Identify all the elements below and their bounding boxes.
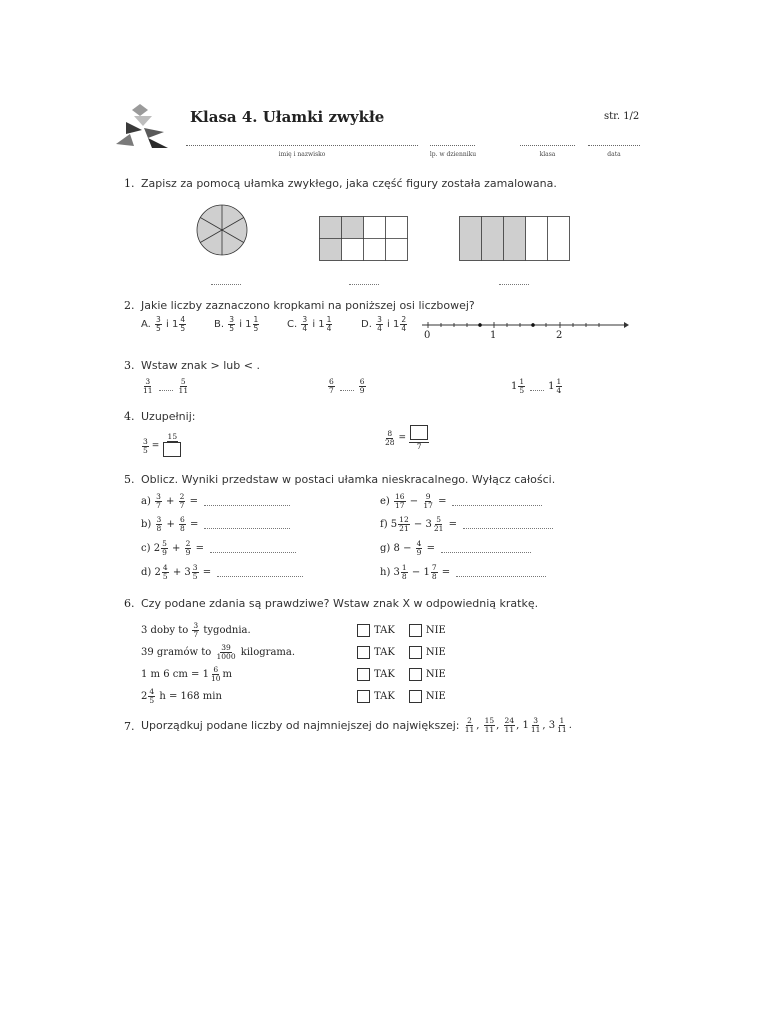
class-field-label: klasa bbox=[539, 151, 556, 158]
q5-item-g: g) 8 − $\frac{4}{9}$ = bbox=[380, 540, 531, 557]
date-field[interactable] bbox=[588, 145, 640, 146]
q3-pair-1-answer[interactable] bbox=[159, 382, 173, 391]
q1-answer-b[interactable] bbox=[349, 276, 379, 285]
q1-text: Zapisz za pomocą ułamka zwykłego, jaka część figury została zamalowana. bbox=[141, 177, 557, 190]
q2-option-b[interactable]: B. $\frac{3}{5}$ i 1 $\frac{1}{5}$ bbox=[214, 315, 259, 333]
q5-item-c: c) 2 $\frac{5}{9}$ + $\frac{2}{9}$ = bbox=[141, 540, 296, 557]
q4-equation-b: $\frac{8}{28}$ = 7 bbox=[383, 425, 430, 451]
name-field[interactable] bbox=[186, 145, 418, 146]
q2-option-c[interactable]: C. $\frac{3}{4}$ i 1 $\frac{1}{4}$ bbox=[287, 315, 332, 333]
q2-number: 2. bbox=[124, 299, 135, 312]
q2-option-d[interactable]: D. $\frac{3}{4}$ i 1 $\frac{2}{4}$ bbox=[361, 315, 407, 333]
axis-label-1: 1 bbox=[490, 330, 497, 341]
q6-row-4-options: TAK NIE bbox=[357, 690, 446, 703]
q6-row-2-yes-checkbox[interactable] bbox=[357, 646, 370, 659]
q3-pair-1: $\frac{3}{11}$ $\frac{5}{11}$ bbox=[143, 377, 189, 395]
date-field-label: data bbox=[607, 151, 621, 158]
q3-number: 3. bbox=[124, 359, 135, 372]
q6-statement-3: 1 m 6 cm = 1 $\frac{6}{10}$ m bbox=[141, 665, 232, 683]
q5-answer-b[interactable] bbox=[204, 520, 290, 529]
q3-pair-3-answer[interactable] bbox=[530, 382, 544, 391]
q6-row-4-yes-checkbox[interactable] bbox=[357, 690, 370, 703]
name-field-label: imię i nazwisko bbox=[278, 151, 326, 158]
q7-text: Uporządkuj podane liczby od najmniejszej do największej: bbox=[141, 719, 460, 732]
logo-icon bbox=[112, 104, 174, 148]
q5-answer-d[interactable] bbox=[217, 568, 303, 577]
q3-pair-2-answer[interactable] bbox=[340, 382, 354, 391]
q5-number: 5. bbox=[124, 473, 135, 486]
q3-pair-2: $\frac{6}{7}$ $\frac{6}{9}$ bbox=[329, 377, 365, 395]
q7-row: Uporządkuj podane liczby od najmniejszej do największej: $\frac{2}{11}$ , $\frac{15}{11}$ , $\frac{24}{11}$ , 1 $\frac{3}{11}$ , 3 $\frac{1}{11}$ . bbox=[141, 716, 572, 734]
q3-pair-3: 1 $\frac{1}{5}$ 1 $\frac{1}{4}$ bbox=[511, 377, 562, 395]
q6-row-3-no-checkbox[interactable] bbox=[409, 668, 422, 681]
bar-figure bbox=[459, 216, 573, 262]
q2-text: Jakie liczby zaznaczono kropkami na poniższej osi liczbowej? bbox=[141, 299, 475, 312]
q4-answer-a[interactable] bbox=[163, 442, 181, 457]
q5-answer-a[interactable] bbox=[204, 497, 290, 506]
q5-answer-e[interactable] bbox=[452, 497, 542, 506]
q5-answer-g[interactable] bbox=[441, 544, 531, 553]
q4-number: 4. bbox=[124, 410, 135, 423]
q5-answer-f[interactable] bbox=[463, 520, 553, 529]
grid-figure bbox=[319, 216, 411, 262]
q6-row-3-options: TAK NIE bbox=[357, 668, 446, 681]
q5-item-b: b) $\frac{3}{8}$ + $\frac{6}{8}$ = bbox=[141, 516, 290, 533]
q4-equation-a: $\frac{3}{5}$ = 15 bbox=[141, 433, 183, 459]
q7-number: 7. bbox=[124, 720, 135, 733]
q6-row-2-no-checkbox[interactable] bbox=[409, 646, 422, 659]
q5-answer-h[interactable] bbox=[456, 568, 546, 577]
q5-item-e: e) $\frac{16}{17}$ − $\frac{9}{17}$ = bbox=[380, 493, 542, 510]
q6-row-1-options: TAK NIE bbox=[357, 624, 446, 637]
page-number: str. 1/2 bbox=[604, 111, 640, 122]
q5-item-a: a) $\frac{3}{7}$ + $\frac{2}{7}$ = bbox=[141, 493, 290, 510]
circle-figure bbox=[196, 199, 248, 261]
axis-label-2: 2 bbox=[556, 330, 563, 341]
q6-row-4-no-checkbox[interactable] bbox=[409, 690, 422, 703]
q5-item-d: d) 2 $\frac{4}{5}$ + 3 $\frac{3}{5}$ = bbox=[141, 564, 303, 581]
q6-row-3-yes-checkbox[interactable] bbox=[357, 668, 370, 681]
q6-statement-1: 3 doby to $\frac{3}{7}$ tygodnia. bbox=[141, 621, 251, 639]
number-field-label: lp. w dzienniku bbox=[429, 151, 477, 158]
q6-statement-2: 39 gramów to $\frac{39}{1000}$ kilograma. bbox=[141, 643, 296, 661]
q5-answer-c[interactable] bbox=[210, 544, 296, 553]
q6-text: Czy podane zdania są prawdziwe? Wstaw znak X w odpowiednią kratkę. bbox=[141, 597, 539, 610]
q2-option-a[interactable]: A. $\frac{3}{5}$ i 1 $\frac{4}{5}$ bbox=[141, 315, 186, 333]
q1-number: 1. bbox=[124, 177, 135, 190]
axis-label-0: 0 bbox=[424, 330, 431, 341]
q1-answer-c[interactable] bbox=[499, 276, 529, 285]
number-line bbox=[420, 318, 630, 332]
q5-item-h: h) 3 $\frac{1}{8}$ − 1 $\frac{7}{8}$ = bbox=[380, 564, 546, 581]
q4-answer-b[interactable] bbox=[410, 425, 428, 440]
q1-answer-a[interactable] bbox=[211, 276, 241, 285]
q6-row-2-options: TAK NIE bbox=[357, 646, 446, 659]
q5-text: Oblicz. Wyniki przedstaw w postaci ułamka nieskracalnego. Wyłącz całości. bbox=[141, 473, 556, 486]
q5-item-f: f) 5 $\frac{12}{21}$ − 3 $\frac{5}{21}$ = bbox=[380, 516, 553, 533]
q3-text: Wstaw znak > lub < . bbox=[141, 359, 260, 372]
page-title: Klasa 4. Ułamki zwykłe bbox=[190, 108, 385, 126]
class-field[interactable] bbox=[520, 145, 575, 146]
q6-statement-4: 2 $\frac{4}{5}$ h = 168 min bbox=[141, 687, 222, 705]
number-field[interactable] bbox=[430, 145, 475, 146]
q6-row-1-no-checkbox[interactable] bbox=[409, 624, 422, 637]
q6-number: 6. bbox=[124, 597, 135, 610]
q4-text: Uzupełnij: bbox=[141, 410, 196, 423]
q6-row-1-yes-checkbox[interactable] bbox=[357, 624, 370, 637]
